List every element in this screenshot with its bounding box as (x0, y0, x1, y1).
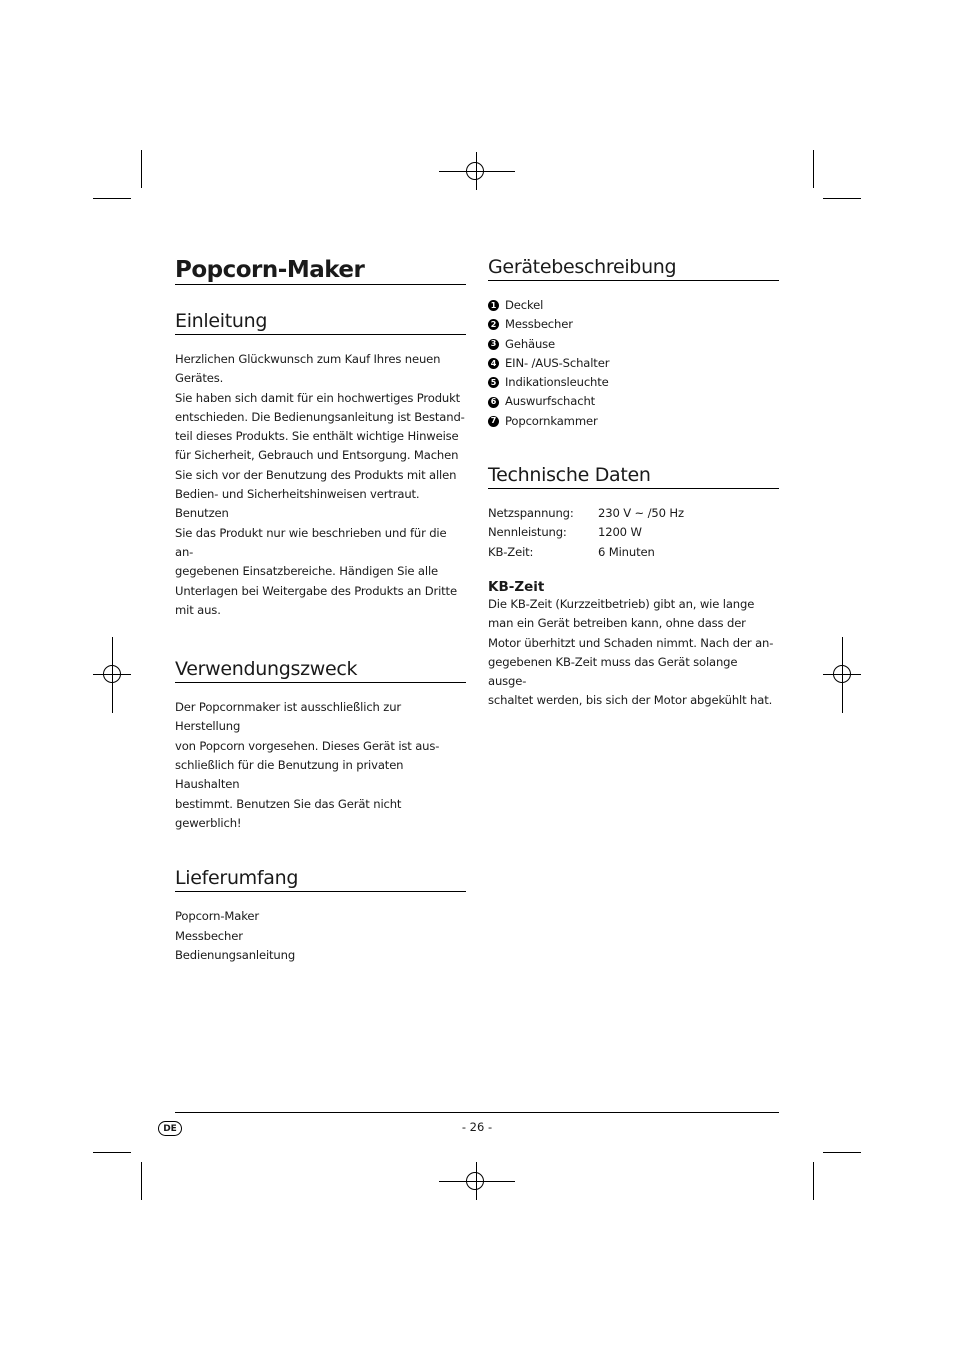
crop-mark (141, 150, 142, 188)
kb-zeit-text: Die KB-Zeit (Kurzzeitbetrieb) gibt an, wie lange man ein Gerät betreiben kann, ohne dass der Motor überhitzt und Schaden nimmt. Nach der an- gegebenen KB-Zeit muss das Gerät solange ausge- schaltet werden, bis sich der Motor abgekühlt hat. (488, 596, 774, 708)
list-item (488, 373, 779, 392)
footer-divider (175, 1112, 779, 1113)
crop-mark (823, 1152, 861, 1153)
kb-zeit-heading: KB-Zeit (488, 578, 545, 595)
list-item (488, 296, 779, 315)
registration-mark (439, 152, 515, 190)
number-badge: 5 (488, 377, 499, 388)
verwendungszweck-heading: Verwendungszweck (175, 658, 466, 683)
spec-key: KB-Zeit: (488, 544, 534, 559)
crop-mark (813, 1162, 814, 1200)
lieferumfang-heading: Lieferumfang (175, 867, 466, 892)
list-item (488, 392, 779, 411)
list-item (488, 335, 779, 354)
part-label: Messbecher (505, 317, 573, 332)
spec-value: 230 V ~ /50 Hz (598, 506, 684, 521)
page-number: - 26 - (461, 1120, 493, 1134)
spec-value: 6 Minuten (598, 544, 655, 559)
part-label: Indikationsleuchte (505, 375, 609, 390)
language-badge: DE (158, 1121, 182, 1136)
spec-key: Netzspannung: (488, 506, 574, 521)
spec-value: 1200 W (598, 525, 642, 540)
spec-key: Nennleistung: (488, 525, 567, 540)
number-badge: 1 (488, 300, 499, 311)
crop-mark (823, 198, 861, 199)
registration-mark (439, 1162, 515, 1200)
verwendungszweck-text: Der Popcornmaker ist ausschließlich zur Herstellung von Popcorn vorgesehen. Dieses Gerät ist aus- schließlich für die Benutzung in privaten Haushalten bestimmt. Benutzen Sie das Gerät nicht gewerblich! (175, 700, 440, 830)
right-column (488, 253, 779, 711)
part-label: Deckel (505, 298, 544, 312)
crop-mark (141, 1162, 142, 1200)
geraetebeschreibung-heading: Gerätebeschreibung (488, 253, 779, 281)
list-item (488, 354, 779, 373)
crop-mark (93, 1152, 131, 1153)
list-item: Bedienungsanleitung (175, 947, 296, 962)
registration-mark (93, 637, 131, 713)
spec-row (488, 543, 779, 562)
registration-mark (823, 637, 861, 713)
einleitung-text: Herzlichen Glückwunsch zum Kauf Ihres neuen Gerätes. Sie haben sich damit für ein hochwertiges Produkt entschieden. Die Bedienungsanleitung ist Bestand- teil dieses Produkts. Sie enthält wichtige Hinweise für Sicherheit, Gebrauch und Entsorgung. Machen Sie sich vor der Benutzung des Produkts mit allen Bedien- und Sicherheitshinweisen vertraut. Benutzen Sie das Produkt nur wie beschrieben und für die an- gegebenen Einsatzbereiche. Händigen Sie alle Unterlagen bei Weitergabe des Produkts an Dritte mit aus. (175, 352, 465, 617)
spec-row (488, 523, 779, 542)
crop-mark (813, 150, 814, 188)
spec-row (488, 504, 779, 523)
number-badge: 6 (488, 397, 499, 408)
part-label: EIN- /AUS-Schalter (505, 355, 610, 370)
number-badge: 2 (488, 319, 499, 330)
page-title: Popcorn-Maker (175, 253, 466, 285)
part-label: Gehäuse (505, 336, 556, 351)
list-item: Popcorn-Maker (175, 909, 259, 924)
lieferumfang-list (175, 907, 466, 965)
list-item (488, 412, 779, 431)
part-label: Popcornkammer (505, 413, 598, 428)
part-label: Auswurfschacht (505, 394, 596, 409)
number-badge: 4 (488, 358, 499, 369)
technische-daten-heading: Technische Daten (488, 464, 779, 489)
number-badge: 3 (488, 339, 499, 350)
crop-mark (93, 198, 131, 199)
list-item (488, 315, 779, 334)
left-column (175, 253, 466, 965)
list-item: Messbecher (175, 928, 243, 943)
parts-list (488, 296, 779, 431)
specs-table (488, 504, 779, 562)
number-badge: 7 (488, 416, 499, 427)
einleitung-heading: Einleitung (175, 310, 466, 335)
